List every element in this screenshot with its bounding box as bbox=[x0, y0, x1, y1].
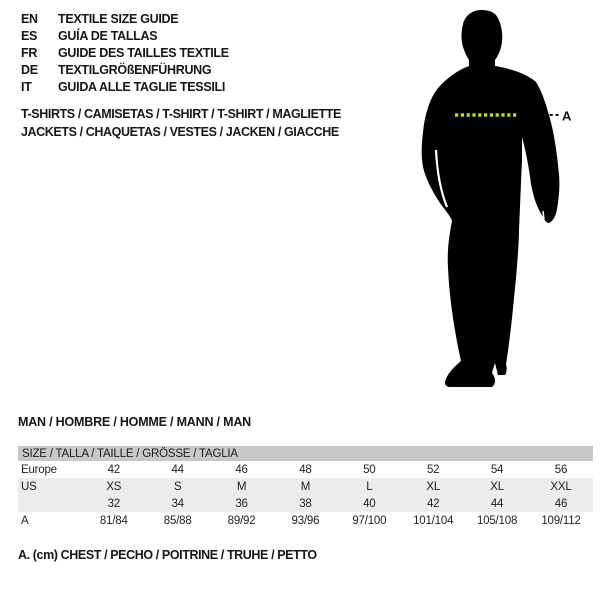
category-line-jackets: JACKETS / CHAQUETAS / VESTES / JACKEN / GIACCHE bbox=[21, 125, 339, 139]
table-cell: 44 bbox=[465, 495, 529, 512]
language-title-list bbox=[21, 11, 229, 96]
category-line-tshirts: T-SHIRTS / CAMISETAS / T-SHIRT / T-SHIRT / MAGLIETTE bbox=[21, 107, 341, 121]
language-code: FR bbox=[21, 46, 38, 60]
language-code: DE bbox=[21, 63, 38, 77]
table-cell: 54 bbox=[490, 463, 504, 476]
language-row bbox=[21, 79, 229, 96]
table-cell: 32 bbox=[82, 495, 146, 512]
table-cell: 101/104 bbox=[413, 514, 454, 527]
language-title: GUIDE DES TAILLES TEXTILE bbox=[58, 46, 229, 60]
measurement-label-a: A bbox=[562, 108, 572, 124]
language-title: GUIDA ALLE TAGLIE TESSILI bbox=[58, 80, 226, 94]
table-cell: 109/112 bbox=[541, 514, 581, 527]
size-table bbox=[18, 446, 593, 529]
table-cell: 105/108 bbox=[476, 514, 518, 527]
table-header-row bbox=[18, 446, 593, 461]
table-cell: 97/100 bbox=[352, 514, 387, 527]
garment-categories bbox=[21, 105, 341, 141]
table-cell: XL bbox=[401, 478, 465, 495]
table-cell: 48 bbox=[299, 463, 312, 476]
table-cell: M bbox=[274, 478, 338, 495]
man-silhouette-figure bbox=[410, 2, 575, 398]
language-row bbox=[21, 45, 229, 62]
language-code: EN bbox=[21, 12, 38, 26]
row-label: Europe bbox=[21, 463, 57, 476]
language-row bbox=[21, 62, 229, 79]
table-cell: 46 bbox=[235, 463, 248, 476]
row-label: US bbox=[18, 478, 82, 495]
table-cell: 40 bbox=[337, 495, 401, 512]
language-title: TEXTILGRÖßENFÜHRUNG bbox=[58, 63, 212, 77]
table-cell: 46 bbox=[529, 495, 593, 512]
table-cell: M bbox=[210, 478, 274, 495]
language-title: TEXTILE SIZE GUIDE bbox=[58, 12, 179, 26]
table-cell: XXL bbox=[529, 478, 593, 495]
table-row-us-letter bbox=[18, 478, 593, 495]
table-row-europe bbox=[18, 461, 593, 478]
language-row bbox=[21, 28, 229, 45]
table-cell: 85/88 bbox=[163, 514, 192, 527]
man-silhouette-path bbox=[422, 10, 560, 387]
language-code: IT bbox=[21, 80, 32, 94]
language-row bbox=[21, 11, 229, 28]
table-cell: L bbox=[337, 478, 401, 495]
table-row-chest-cm bbox=[18, 512, 593, 529]
measurement-footnote: A. (cm) CHEST / PECHO / POITRINE / TRUHE / PETTO bbox=[18, 548, 317, 562]
table-row-us-numeric bbox=[18, 495, 593, 512]
table-cell: 42 bbox=[107, 463, 121, 476]
table-cell: 93/96 bbox=[291, 514, 320, 527]
table-cell: 42 bbox=[401, 495, 465, 512]
language-title: GUÍA DE TALLAS bbox=[58, 29, 158, 43]
table-cell: 81/84 bbox=[99, 514, 128, 527]
table-cell: 89/92 bbox=[227, 514, 256, 527]
language-code: ES bbox=[21, 29, 38, 43]
table-cell: 44 bbox=[171, 463, 184, 476]
table-header-label: SIZE / TALLA / TAILLE / GRÖSSE / TAGLIA bbox=[18, 446, 593, 461]
table-cell: 36 bbox=[210, 495, 274, 512]
table-cell: 50 bbox=[363, 463, 376, 476]
thumb-gap-highlight bbox=[543, 211, 544, 219]
size-table-grid bbox=[18, 446, 593, 529]
table-cell: 56 bbox=[554, 463, 568, 476]
row-label bbox=[18, 495, 82, 512]
row-label: A bbox=[21, 514, 29, 527]
table-cell: XS bbox=[82, 478, 146, 495]
section-title-man: MAN / HOMBRE / HOMME / MANN / MAN bbox=[18, 415, 251, 429]
table-cell: 52 bbox=[426, 463, 440, 476]
table-cell: 38 bbox=[274, 495, 338, 512]
table-cell: S bbox=[146, 478, 210, 495]
table-cell: XL bbox=[465, 478, 529, 495]
table-cell: 34 bbox=[146, 495, 210, 512]
